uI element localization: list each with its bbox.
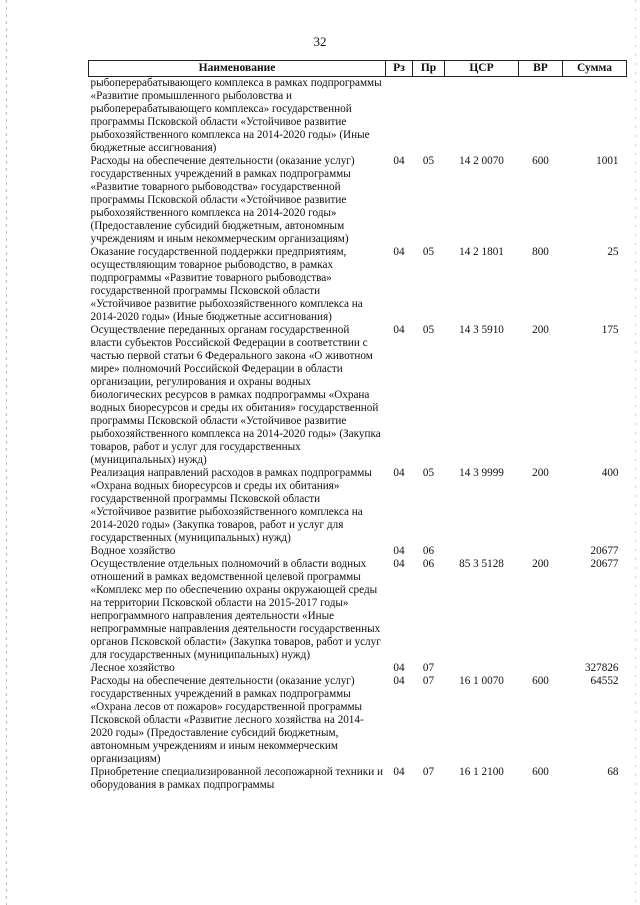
row-sum: 175 [601, 324, 619, 336]
table-row [89, 155, 627, 246]
row-name: Приобретение специализированной лесопожарной техники и оборудования в рамках подпрограммы [90, 766, 383, 791]
row-csr: 14 2 0070 [459, 155, 504, 167]
row-vr [519, 77, 563, 156]
row-rz: 04 [393, 662, 405, 674]
table-header-row [89, 61, 627, 77]
table-row [89, 545, 627, 558]
header-vr: ВР [519, 61, 563, 77]
row-rz: 04 [393, 246, 405, 258]
row-sum: 25 [607, 246, 619, 258]
row-vr: 200 [532, 558, 549, 570]
row-pr: 05 [422, 324, 435, 336]
row-rz: 04 [393, 558, 405, 570]
row-pr: 05 [422, 155, 435, 167]
row-vr [519, 662, 563, 675]
row-sum: 68 [607, 766, 619, 778]
page-number: 32 [313, 34, 327, 49]
row-sum [563, 77, 627, 156]
row-pr: 05 [422, 246, 435, 258]
table-row [89, 558, 627, 662]
row-sum: 64552 [590, 675, 619, 687]
row-csr: 14 3 9999 [459, 467, 504, 479]
row-pr: 06 [422, 545, 435, 557]
row-csr [445, 77, 519, 156]
budget-table [88, 60, 627, 792]
table-row [89, 675, 627, 766]
row-csr: 16 1 0070 [459, 675, 504, 687]
row-sum: 20677 [590, 545, 619, 557]
row-pr: 07 [422, 675, 435, 687]
row-name: Осуществление переданных органам государственной власти субъектов Российской Федерации в соответствии с частью первой статьи 6 Федерального закона «О животном мире» полномочий Российской Федерации в области организации, регулирования и охраны водных биологических ресурсов в рамках подпрограммы «Охрана водных биоресурсов и среды их обитания» государственной программы Псковской области «Устойчивое развитие рыбохозяйственного комплекса на 2014-2020 годы» (Закупка товаров, работ и услуг для государственных (муниципальных) нужд) [90, 324, 381, 466]
header-csr: ЦСР [445, 61, 519, 77]
row-pr: 07 [422, 766, 435, 778]
table-row [89, 324, 627, 467]
row-vr: 200 [532, 324, 549, 336]
row-pr: 07 [422, 662, 435, 674]
row-name: Осуществление отдельных полномочий в области водных отношений в рамках ведомственной целевой программы «Комплекс мер по обеспечению охраны окружающей среды на территории Псковской области на 2015-2017 годы» непрограммного направления деятельности «Иные непрограммные направления деятельности государственных органов Псковской области» (Закупка товаров, работ и услуг для государственных (муниципальных) нужд) [90, 558, 381, 661]
row-rz: 04 [393, 766, 405, 778]
header-pr: Пр [413, 61, 445, 77]
row-sum: 327826 [584, 662, 619, 674]
header-name: Наименование [89, 61, 386, 77]
row-vr: 600 [532, 155, 549, 167]
row-sum: 400 [601, 467, 619, 479]
budget-table-container [88, 60, 626, 792]
row-rz [386, 77, 413, 156]
row-rz: 04 [393, 467, 405, 479]
row-vr: 600 [532, 675, 549, 687]
row-csr: 14 2 1801 [459, 246, 504, 258]
row-name: Расходы на обеспечение деятельности (оказание услуг) государственных учреждений в рамках подпрограммы «Охрана лесов от пожаров» государственной программы Псковской области «Развитие лесного хозяйства на 2014-2020 годы» (Предоставление субсидий бюджетным, автономным учреждениям и иным некоммерческим организациям) [90, 675, 364, 765]
row-rz: 04 [393, 545, 405, 557]
header-rz: Рз [386, 61, 413, 77]
row-csr: 85 3 5128 [459, 558, 504, 570]
row-sum: 20677 [590, 558, 619, 570]
row-name: Реализация направлений расходов в рамках подпрограммы «Охрана водных биоресурсов и среды их обитания» государственной программы Псковской области «Устойчивое развитие рыбохозяйственного комплекса на 2014-2020 годы» (Закупка товаров, работ и услуг для государственных (муниципальных) нужд) [90, 467, 372, 544]
row-csr [445, 662, 519, 675]
row-csr: 14 3 5910 [459, 324, 504, 336]
table-row [89, 246, 627, 324]
row-name: Расходы на обеспечение деятельности (оказание услуг) государственных учреждений в рамках подпрограммы «Развитие товарного рыбоводства» государственной программы Псковской области «Устойчивое развитие рыбохозяйственного комплекса на 2014-2020 годы» (Предоставление субсидий бюджетным, автономным учреждениям и иным некоммерческим организациям) [90, 155, 355, 245]
header-sum: Сумма [563, 61, 627, 77]
table-row [89, 766, 627, 792]
table-row [89, 662, 627, 675]
row-pr [413, 77, 445, 156]
row-name: рыбоперерабатывающего комплекса в рамках подпрограммы «Развитие промышленного рыболовства и рыбоперерабатывающего комплекса» государственной программы Псковской области «Устойчивое развитие рыбохозяйственного комплекса на 2014-2020 годы» (Иные бюджетные ассигнования) [90, 77, 382, 154]
row-vr: 800 [532, 246, 549, 258]
row-rz: 04 [393, 155, 405, 167]
scan-edge-right [635, 0, 636, 905]
row-name: Лесное хозяйство [90, 662, 175, 674]
row-rz: 04 [393, 324, 405, 336]
row-rz: 04 [393, 675, 405, 687]
table-row [89, 467, 627, 545]
row-sum: 1001 [596, 155, 619, 167]
row-csr: 16 1 2100 [459, 766, 504, 778]
table-row [89, 77, 627, 156]
row-name: Оказание государственной поддержки предприятиям, осуществляющим товарное рыбоводство, в рамках подпрограммы «Развитие товарного рыбоводства» государственной программы Псковской области «Устойчивое развитие рыбохозяйственного комплекса на 2014-2020 годы» (Иные бюджетные ассигнования) [90, 246, 363, 323]
row-pr: 05 [422, 467, 435, 479]
row-pr: 06 [422, 558, 435, 570]
scan-edge-left [6, 0, 7, 905]
row-name: Водное хозяйство [90, 545, 176, 557]
row-vr: 600 [532, 766, 549, 778]
row-csr [445, 545, 519, 558]
row-vr: 200 [532, 467, 549, 479]
row-vr [519, 545, 563, 558]
